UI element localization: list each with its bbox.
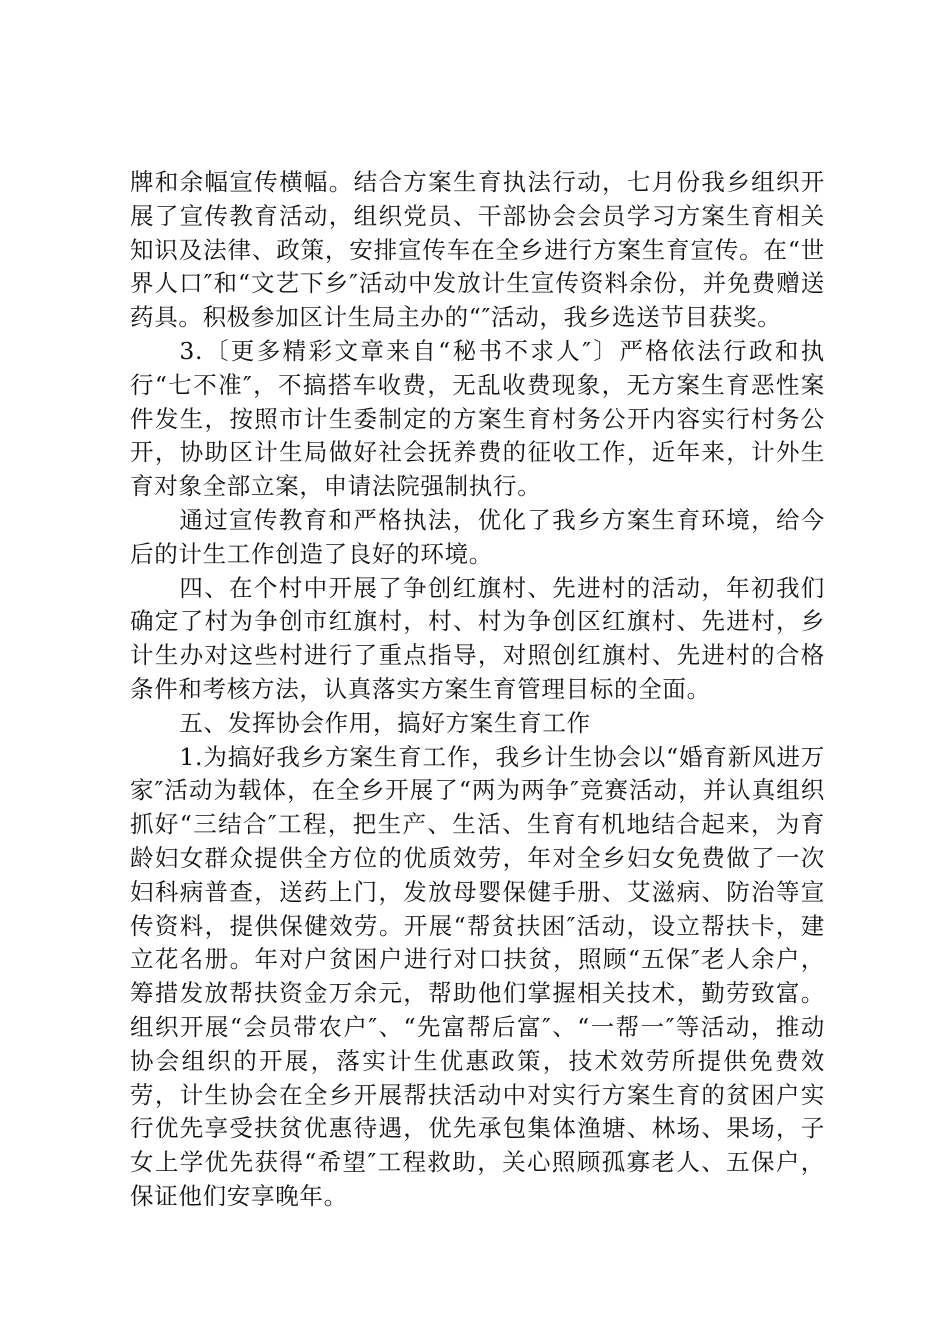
paragraph-continuation: 牌和余幅宣传横幅。结合方案生育执法行动，七月份我乡组织开展了宣传教育活动，组织党员、干部协会会员学习方案生育相关知识及法律、政策，安排宣传车在全乡进行方案生育宣传。在“世界人口″和“文艺下乡″活动中发放计生宣传资料余份，并免费赠送药具。积极参加区计生局主办的“″活动，我乡选送节目获奖。 xyxy=(130,168,825,332)
paragraph-item-1: 1.为搞好我乡方案生育工作，我乡计生协会以“婚育新风进万家″活动为载体，在全乡开展了“两为两争″竞赛活动，并认真组织抓好“三结合″工程，把生产、生活、生育有机地结合起来，为育龄妇女群众提供全方位的优质效劳，年对全乡妇女免费做了一次妇科病普查，送药上门，发放母婴保健手册、艾滋病、防治等宣传资料，提供保健效劳。开展“帮贫扶困″活动，设立帮扶卡，建立花名册。年对户贫困户进行对口扶贫，照顾“五保″老人余户，筹措发放帮扶资金万余元，帮助他们掌握相关技术，勤劳致富。组织开展“会员带农户″、“先富帮后富″、“一帮一″等活动，推动协会组织的开展，落实计生优惠政策，技术效劳所提供免费效劳，计生协会在全乡开展帮扶活动中对实行方案生育的贫困户实行优先享受扶贫优惠待遇，优先承包集体渔塘、林场、果场，子女上学优先获得“希望″工程救助，关心照顾孤寡老人、五保户，保证他们安享晚年。 xyxy=(130,742,825,1210)
section-heading-5: 五、发挥协会作用，搞好方案生育工作 xyxy=(179,708,591,737)
paragraph-section-4: 四、在个村中开展了争创红旗村、先进村的活动，年初我们确定了村为争创市红旗村，村、村为争创区红旗村、先进村，乡计生办对这些村进行了重点指导，对照创红旗村、先进村的合格条件和考核方法，认真落实方案生育管理目标的全面。 xyxy=(130,573,825,703)
paragraph-summary: 通过宣传教育和严格执法，优化了我乡方案生育环境，给今后的计生工作创造了良好的环境。 xyxy=(130,505,825,568)
paragraph-item-3: 3.〔更多精彩文章来自“秘书不求人″〕严格依法行政和执行“七不准″，不搞搭车收费，无乱收费现象，无方案生育恶性案件发生，按照市计生委制定的方案生育村务公开内容实行村务公开，协助区计生局做好社会抚养费的征收工作，近年来，计外生育对象全部立案，申请法院强制执行。 xyxy=(130,336,825,501)
document-body xyxy=(130,166,825,1214)
